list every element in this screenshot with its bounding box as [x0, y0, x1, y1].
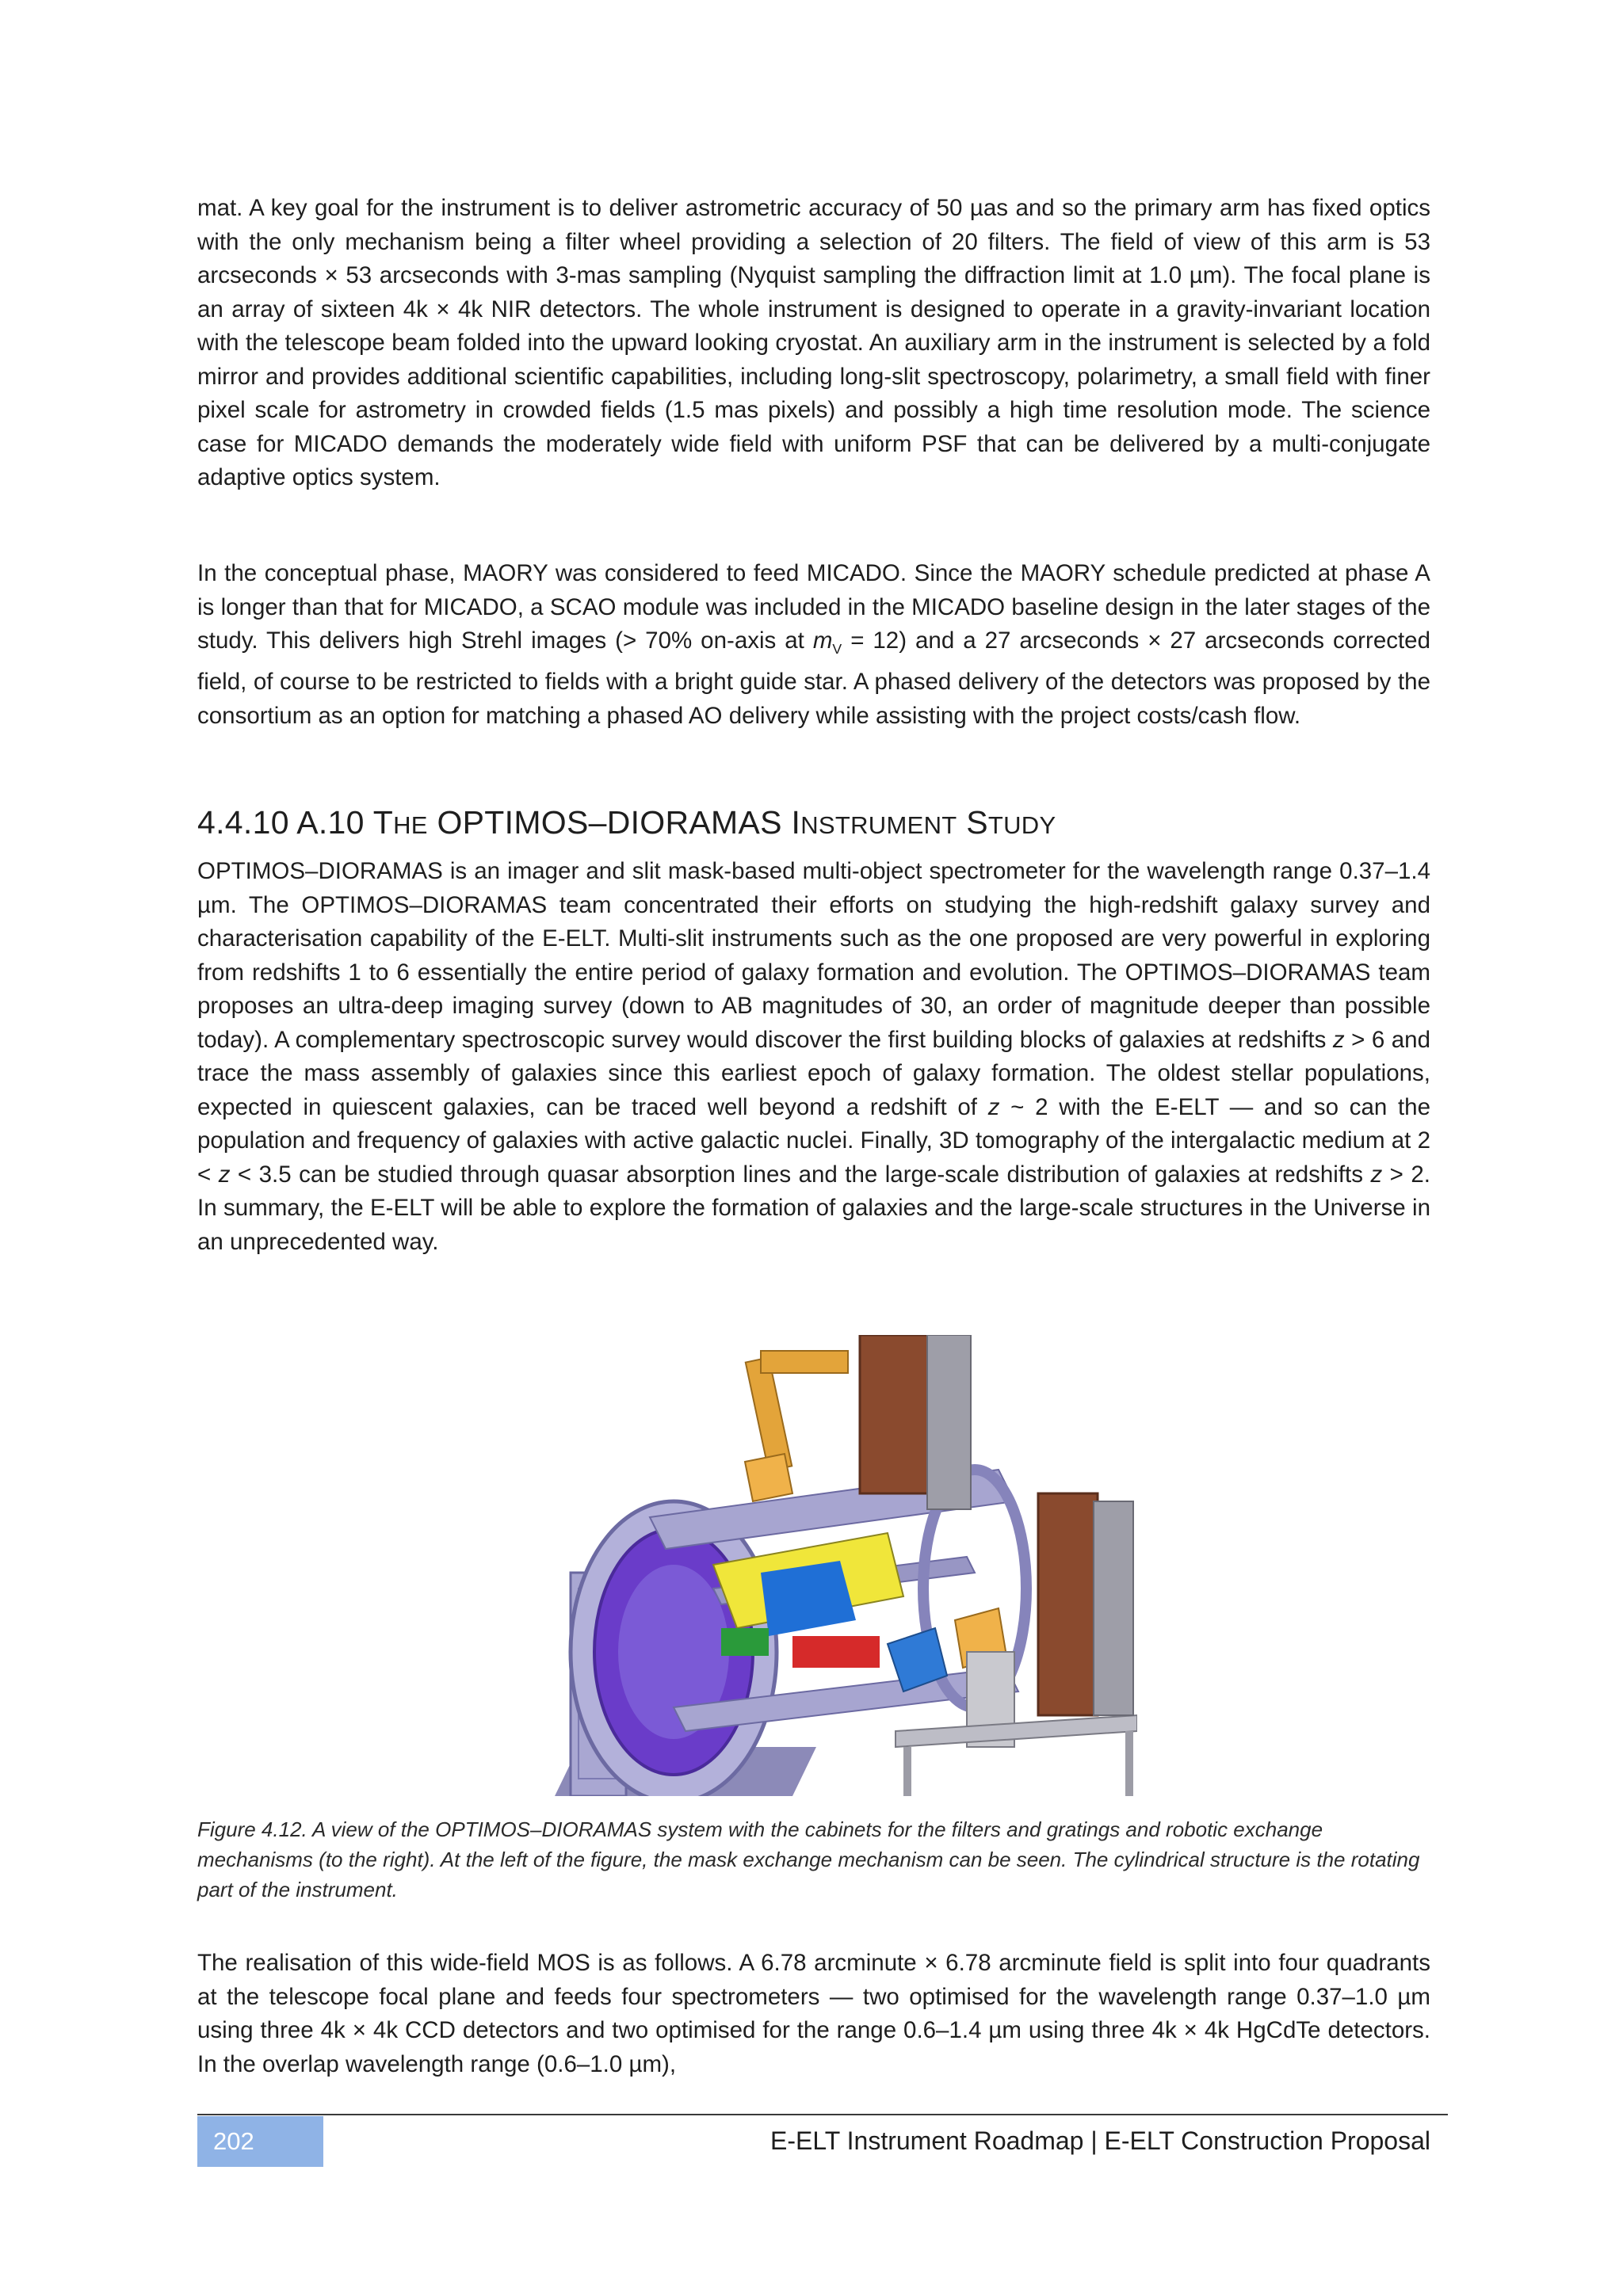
filter-cabinet-top	[860, 1335, 935, 1493]
instrument-rendering	[555, 1335, 1137, 1796]
optics-green	[721, 1628, 769, 1656]
figure-caption: Figure 4.12. A view of the OPTIMOS–DIORAMAS system with the cabinets for the filters and gratings and robotic exchange mechanisms (to the right). At the left of the figure, the mask exchange mechanism can be seen. The cylindrical structure is the rotating part of the instrument.	[197, 1817, 1420, 1901]
robot-arm-top-forearm	[761, 1351, 848, 1373]
body-paragraph: The realisation of this wide-field MOS is as follows. A 6.78 arcminute × 6.78 arcminute field is split into four quadrants at the telescope focal plane and feeds four spectrometers — two optimised for the wavelength range 0.37–1.0 µm using three 4k × 4k CCD detectors and two optimised for the range 0.6–1.4 µm using three 4k × 4k HgCdTe detectors. In the overlap wavelength range (0.6–1.0 µm),	[197, 1950, 1430, 2077]
body-paragraph: OPTIMOS–DIORAMAS is an imager and slit mask-based multi-object spectrometer for the wavelength range 0.37–1.4 µm. The OPTIMOS–DIORAMAS team concentrated their efforts on studying the high-redshift galaxy survey and characterisation capability of the E-ELT. Multi-slit instruments such as the one proposed are very powerful in exploring from redshifts 1 to 6 essentially the entire period of galaxy formation and evolution. The OPTIMOS–DIORAMAS team proposes an ultra-deep imaging survey (down to AB magnitudes of 30, an order of magnitude deeper than possible today). A complementary spectroscopic survey would discover the first building blocks of galaxies at redshifts z > 6 and trace the mass assembly of galaxies since this earliest epoch of galaxy formation. The oldest stellar populations, expected in quiescent galaxies, can be traced well beyond a redshift of z ~ 2 with the E-ELT — and so can the population and frequency of galaxies with active galactic nuclei. Finally, 3D tomography of the intergalactic medium at 2 < z < 3.5 can be studied through quasar absorption lines and the large-scale distribution of galaxies at redshifts z > 2. In summary, the E-ELT will be able to explore the formation of galaxies and the large-scale structures in the Universe in an unprecedented way.	[197, 858, 1431, 1255]
page-number: 202	[197, 2116, 323, 2167]
robot-table	[896, 1715, 1137, 1747]
body-paragraph: In the conceptual phase, MAORY was considered to feed MICADO. Since the MAORY schedule predicted at phase A is longer than that for MICADO, a SCAO module was included in the MICADO baseline design in the later stages of the study. This delivers high Strehl images (> 70% on-axis at $m_V = 12$) and a 27 arcseconds × 27 arcseconds corrected field, of course to be restricted to fields with a bright guide star. A phased delivery of the detectors was proposed by the consortium as an option for matching a phased AO delivery while assisting with the project costs/cash flow.	[197, 560, 1430, 729]
footer-rule	[197, 2114, 1448, 2115]
body-paragraph: mat. A key goal for the instrument is to deliver astrometric accuracy of 50 µas and so the primary arm has fixed optics with the only mechanism being a filter wheel providing a selection of 20 filters. The field of view of this arm is 53 arcseconds × 53 arcseconds with 3-mas sampling (Nyquist sampling the diffraction limit at 1.0 µm). The focal plane is an array of sixteen 4k × 4k NIR detectors. The whole instrument is designed to operate in a gravity-invariant location with the telescope beam folded into the upward looking cryostat. An auxiliary arm in the instrument is selected by a fold mirror and provides additional scientific capabilities, including long-slit spectroscopy, polarimetry, a small field with finer pixel scale for astrometry in crowded fields (1.5 mas pixels) and possibly a high time resolution mode. The science case for MICADO demands the moderately wide field with uniform PSF that can be delivered by a multi-conjugate adaptive optics system.	[197, 195, 1430, 490]
section-heading: 4.4.10 A.10 THE OPTIMOS–DIORAMAS INSTRUMENT STUDY	[197, 804, 1056, 841]
footer-title: E-ELT Instrument Roadmap | E-ELT Construction Proposal	[770, 2126, 1430, 2155]
optics-blue	[761, 1561, 856, 1636]
optics-red	[792, 1636, 880, 1668]
grating-cabinet-right	[1038, 1493, 1098, 1715]
